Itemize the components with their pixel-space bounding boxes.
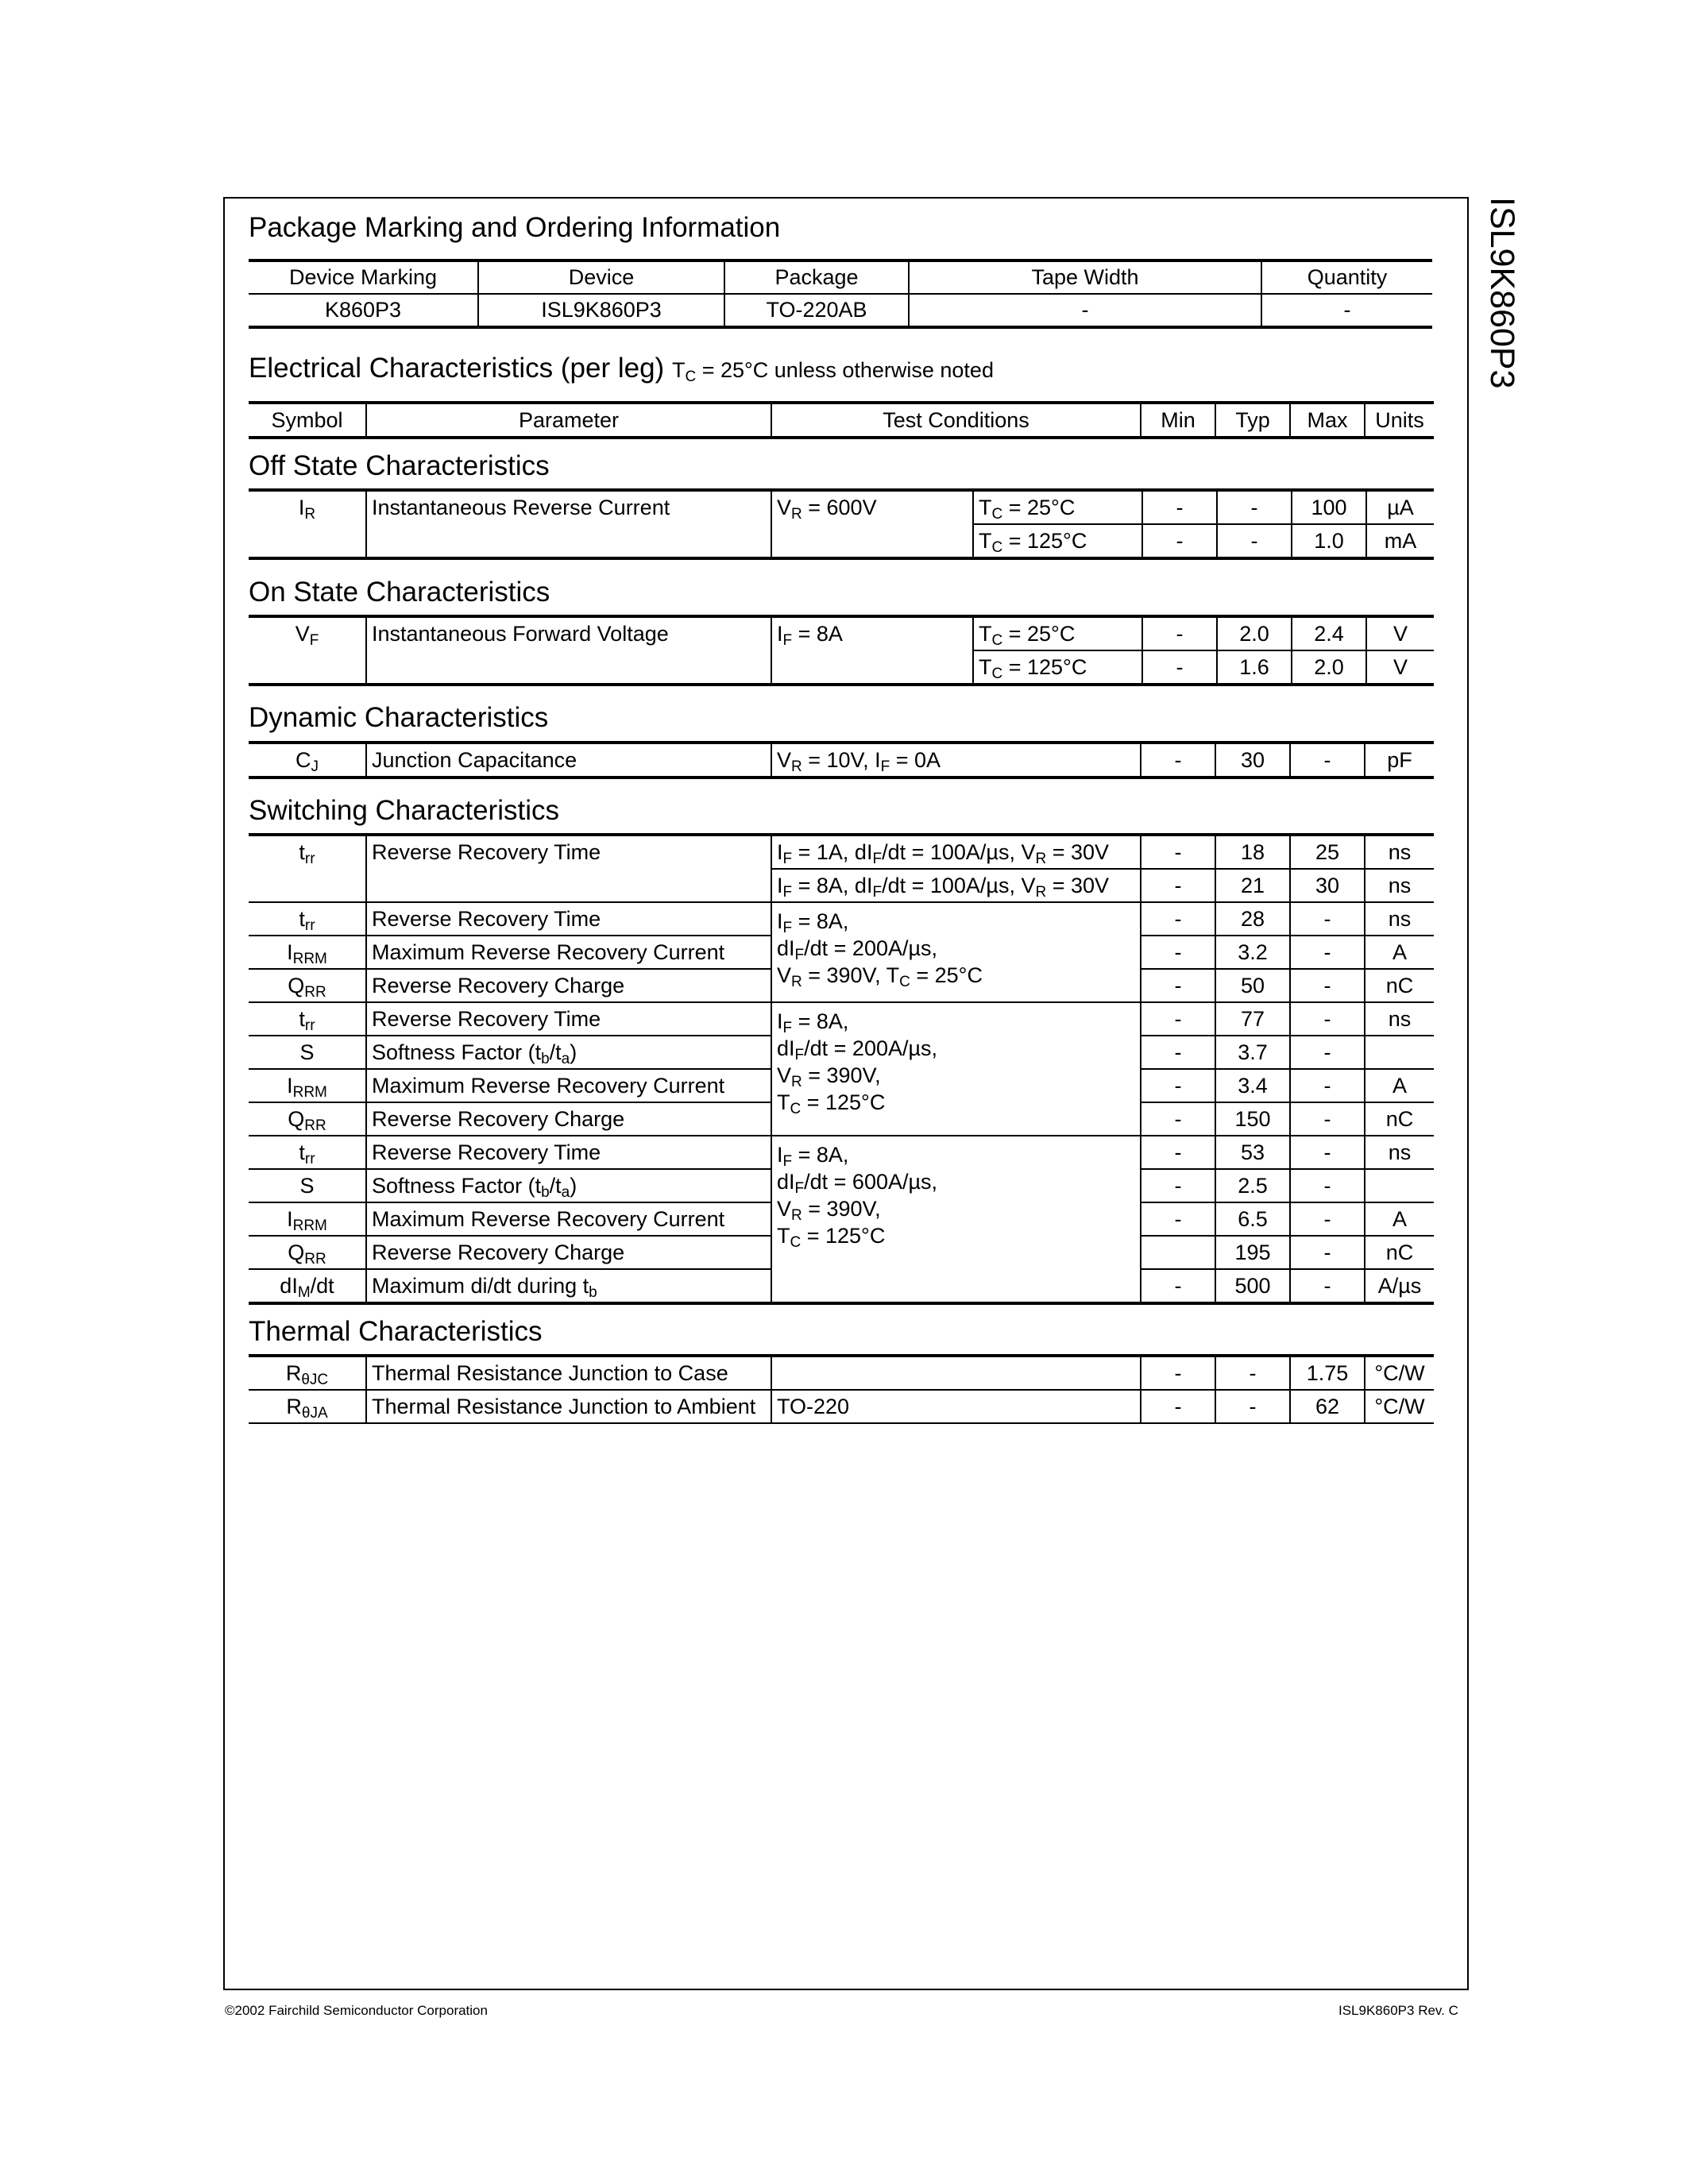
pkg-cell: TO-220AB (724, 294, 909, 327)
typ-cell: 28 (1215, 902, 1290, 936)
sym-cell: $R_{\theta JC}$ (249, 1356, 366, 1390)
sym-cell: $R_{\theta JA}$ (249, 1390, 366, 1423)
sym-cell: $t_{rr}$ (249, 1002, 366, 1036)
on-state-title: On State Characteristics (249, 577, 550, 608)
typ-cell: 50 (1215, 969, 1290, 1002)
max-cell: - (1290, 902, 1365, 936)
cond-cell: $I_F = 1A$, $dI_F/dt = 100A/\mu s$, $V_R = 30V$ (771, 835, 1141, 869)
cond-group3: $I_F = 8A$, $dI_F/dt = 600A/\mu s$, $V_R = 390V$, $T_C = 125^\circ C$ (771, 1136, 1141, 1303)
units-cell: nC (1385, 1107, 1414, 1131)
units-cell (1365, 1036, 1434, 1069)
max-cell: - (1290, 1269, 1365, 1303)
col-header-max: Max (1290, 403, 1365, 438)
param-cell: Softness Factor $(t_b/t_a)$ (366, 1169, 771, 1202)
min-cell: - (1142, 524, 1217, 558)
thermal-table (249, 1354, 1434, 1424)
units-cell: pF (1387, 748, 1412, 772)
units-cell: A (1392, 1074, 1407, 1098)
cond-vf: $I_F = 8A$ (771, 616, 973, 685)
typ-cell: - (1215, 1390, 1290, 1423)
units-cell: A (1392, 1207, 1407, 1231)
min-cell: - (1141, 1102, 1215, 1136)
min-cell (1141, 1236, 1215, 1269)
col-header-typ: Typ (1215, 403, 1290, 438)
sym-cell: S (249, 1169, 366, 1202)
units-cell: °C/W (1374, 1361, 1425, 1385)
max-cell: 1.0 (1292, 524, 1366, 558)
typ-cell: 2.5 (1215, 1169, 1290, 1202)
param-cell: Reverse Recovery Time (366, 1136, 771, 1169)
typ-cell: 3.7 (1215, 1036, 1290, 1069)
param-cell: Reverse Recovery Charge (366, 1236, 771, 1269)
sym-cell: $I_{RRM}$ (249, 1202, 366, 1236)
electrical-header-table (249, 401, 1434, 439)
thermal-title: Thermal Characteristics (249, 1316, 543, 1347)
min-cell: - (1141, 969, 1215, 1002)
typ-cell: 3.4 (1215, 1069, 1290, 1102)
param-cell: Reverse Recovery Time (366, 902, 771, 936)
units-cell: nC (1385, 974, 1414, 997)
sym-cell: $I_{RRM}$ (249, 1069, 366, 1102)
param-cell: Thermal Resistance Junction to Case (366, 1356, 771, 1390)
cond-cell: $I_F = 8A$, $dI_F/dt = 100A/\mu s$, $V_R = 30V$ (771, 869, 1141, 902)
units-cell: V (1366, 616, 1434, 650)
sym-trr: $t_{rr}$ (249, 835, 366, 902)
min-cell: - (1141, 1269, 1215, 1303)
units-cell (1365, 1169, 1434, 1202)
max-cell: - (1290, 1069, 1365, 1102)
tc-cell: $T_C = 125^\circ C$ (973, 524, 1142, 558)
typ-cell: 1.6 (1217, 650, 1292, 685)
min-cell: - (1141, 1169, 1215, 1202)
param-cj: Junction Capacitance (366, 743, 771, 778)
sym-cell: $t_{rr}$ (249, 1136, 366, 1169)
pkg-cell: ISL9K860P3 (478, 294, 724, 327)
footer-copyright: ©2002 Fairchild Semiconductor Corporation (225, 2003, 488, 2018)
sym-cj: $C_J$ (249, 743, 366, 778)
pkg-header: Device (478, 260, 724, 294)
max-cell: 30 (1290, 869, 1365, 902)
min-cell: - (1141, 1356, 1215, 1390)
typ-cell: 500 (1215, 1269, 1290, 1303)
max-cell: 1.75 (1290, 1356, 1365, 1390)
min-cell: - (1141, 1390, 1215, 1423)
pkg-header: Tape Width (909, 260, 1261, 294)
units-cell: µA (1366, 490, 1434, 524)
min-cell: - (1141, 1069, 1215, 1102)
on-state-table (249, 615, 1434, 686)
pkg-header: Quantity (1307, 265, 1388, 289)
units-cell: ns (1388, 874, 1412, 897)
units-cell: nC (1385, 1241, 1414, 1264)
units-cell: ns (1388, 1140, 1412, 1164)
sym-cell: $I_{RRM}$ (249, 936, 366, 969)
min-cell: - (1141, 936, 1215, 969)
sym-cell: $Q_{RR}$ (249, 969, 366, 1002)
sym-vf: $V_F$ (249, 616, 366, 685)
units-cell: °C/W (1374, 1395, 1425, 1418)
min-cell: - (1141, 902, 1215, 936)
typ-cell: 150 (1215, 1102, 1290, 1136)
pkg-cell: - (1343, 298, 1351, 322)
cond-cj: $V_R = 10V$, $I_F = 0A$ (771, 743, 1141, 778)
param-cell: Reverse Recovery Charge (366, 1102, 771, 1136)
max-cell: - (1290, 1202, 1365, 1236)
param-cell: Thermal Resistance Junction to Ambient (366, 1390, 771, 1423)
units-cell: ns (1365, 835, 1434, 869)
param-cell: Reverse Recovery Time (366, 1002, 771, 1036)
tc-cell: $T_C = 125^\circ C$ (973, 650, 1142, 685)
side-title (1474, 197, 1521, 419)
pkg-header: Device Marking (249, 260, 478, 294)
param-cell: Maximum Reverse Recovery Current (366, 1069, 771, 1102)
typ-cell: - (1217, 490, 1292, 524)
param-trr: Reverse Recovery Time (366, 835, 771, 902)
units-cell: mA (1384, 529, 1417, 553)
max-cell: - (1290, 1102, 1365, 1136)
package-title: Package Marking and Ordering Information (249, 212, 781, 243)
units-cell: A (1392, 940, 1407, 964)
note-post: = 25°C unless otherwise noted (696, 358, 994, 382)
min-cell: - (1141, 1202, 1215, 1236)
typ-cell: 195 (1215, 1236, 1290, 1269)
sym-cell: $Q_{RR}$ (249, 1102, 366, 1136)
typ-cell: 21 (1215, 869, 1290, 902)
min-cell: - (1141, 869, 1215, 902)
max-cell: 2.4 (1292, 616, 1366, 650)
min-cell: - (1141, 743, 1215, 778)
min-cell: - (1141, 1036, 1215, 1069)
col-header-conditions: Test Conditions (771, 403, 1141, 438)
pkg-cell: - (909, 294, 1261, 327)
col-header-min: Min (1141, 403, 1215, 438)
sym-cell: S (249, 1036, 366, 1069)
sym-cell: $dI_M/dt$ (249, 1269, 366, 1303)
electrical-note (671, 358, 994, 385)
units-cell: V (1393, 655, 1408, 679)
max-cell: - (1290, 1002, 1365, 1036)
cond-group1: $I_F = 8A$, $dI_F/dt = 200A/\mu s$, $V_R = 390V$, $T_C = 25^\circ C$ (771, 902, 1141, 1002)
min-cell: - (1141, 835, 1215, 869)
dynamic-table (249, 741, 1434, 779)
col-header-symbol: Symbol (249, 403, 366, 438)
units-cell: ns (1388, 1007, 1412, 1031)
tc-cell: $T_C = 25^\circ C$ (973, 616, 1142, 650)
typ-cell: 18 (1215, 835, 1290, 869)
side-title-text: ISL9K860P3 (1483, 197, 1521, 389)
max-cell: - (1290, 969, 1365, 1002)
footer-revision: ISL9K860P3 Rev. C (1338, 2003, 1458, 2018)
max-cell: - (1290, 1036, 1365, 1069)
electrical-title-text: Electrical Characteristics (per leg) (249, 353, 665, 384)
typ-cell: - (1215, 1356, 1290, 1390)
pkg-cell: K860P3 (249, 294, 478, 327)
off-state-table (249, 488, 1434, 560)
typ-cell: 77 (1215, 1002, 1290, 1036)
package-table (249, 259, 1432, 329)
param-cell: Maximum di/dt during $t_b$ (366, 1269, 771, 1303)
typ-cell: 30 (1215, 743, 1290, 778)
max-cell: - (1290, 1236, 1365, 1269)
min-cell: - (1142, 490, 1217, 524)
param-vf: Instantaneous Forward Voltage (366, 616, 771, 685)
pkg-header: Package (724, 260, 909, 294)
note-t: T (671, 358, 686, 382)
sym-cell: $Q_{RR}$ (249, 1236, 366, 1269)
param-cell: Maximum Reverse Recovery Current (366, 936, 771, 969)
min-cell: - (1142, 650, 1217, 685)
switching-title: Switching Characteristics (249, 795, 559, 826)
max-cell: 25 (1290, 835, 1365, 869)
typ-cell: 2.0 (1217, 616, 1292, 650)
units-cell: A/µs (1377, 1274, 1422, 1298)
sym-cell: $t_{rr}$ (249, 902, 366, 936)
cond-cell: TO-220 (771, 1390, 1141, 1423)
param-cell: Reverse Recovery Charge (366, 969, 771, 1002)
units-cell: ns (1388, 907, 1412, 931)
cond-group2: $I_F = 8A$, $dI_F/dt = 200A/\mu s$, $V_R = 390V$, $T_C = 125^\circ C$ (771, 1002, 1141, 1136)
note-sub: C (685, 369, 697, 385)
sym-ir: $I_R$ (249, 490, 366, 558)
tc-cell: $T_C = 25^\circ C$ (973, 490, 1142, 524)
col-header-units: Units (1375, 408, 1424, 432)
typ-cell: 3.2 (1215, 936, 1290, 969)
param-ir: Instantaneous Reverse Current (366, 490, 771, 558)
cond-ir: $V_R = 600V$ (771, 490, 973, 558)
electrical-title (249, 353, 994, 384)
typ-cell: 6.5 (1215, 1202, 1290, 1236)
max-cell: - (1290, 1169, 1365, 1202)
min-cell: - (1141, 1002, 1215, 1036)
max-cell: 2.0 (1292, 650, 1366, 685)
cond-cell (771, 1356, 1141, 1390)
param-cell: Softness Factor $(t_b/t_a)$ (366, 1036, 771, 1069)
min-cell: - (1141, 1136, 1215, 1169)
min-cell: - (1142, 616, 1217, 650)
param-cell: Maximum Reverse Recovery Current (366, 1202, 771, 1236)
switching-table (249, 833, 1434, 1305)
typ-cell: - (1217, 524, 1292, 558)
max-cell: 100 (1292, 490, 1366, 524)
col-header-parameter: Parameter (366, 403, 771, 438)
off-state-title: Off State Characteristics (249, 450, 550, 481)
max-cell: 62 (1290, 1390, 1365, 1423)
max-cell: - (1290, 936, 1365, 969)
dynamic-title: Dynamic Characteristics (249, 702, 549, 733)
typ-cell: 53 (1215, 1136, 1290, 1169)
max-cell: - (1290, 743, 1365, 778)
max-cell: - (1290, 1136, 1365, 1169)
